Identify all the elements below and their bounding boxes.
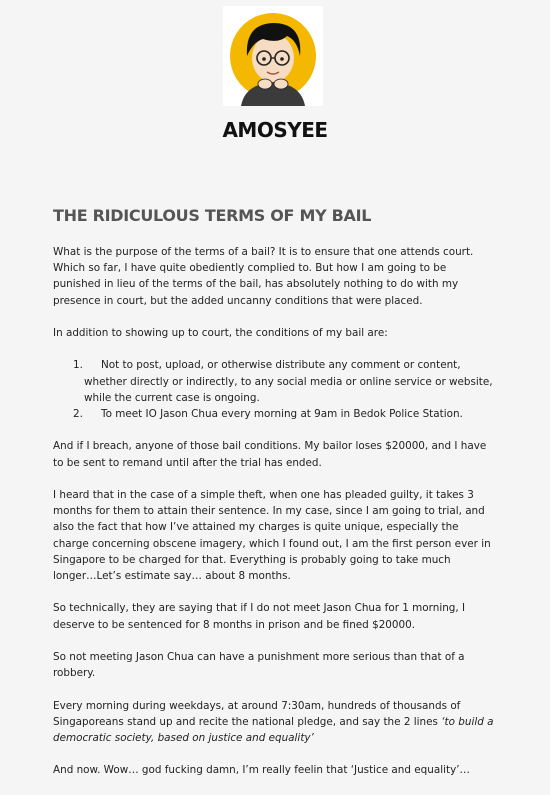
post-paragraph: What is the purpose of the terms of a bail? It is to ensure that one attends court. Which so far, I have quite obediently complied to. But how I am going to be punished in lieu of the terms of the bail, has absolutely nothing to do with my presence in court, but the added uncanny conditions that were placed.	[53, 246, 474, 307]
post-paragraph: So not meeting Jason Chua can have a punishment more serious than that of a robbery.	[53, 650, 465, 680]
blog-title[interactable]: AMOSYEE	[222, 118, 328, 142]
bail-conditions-list	[53, 357, 497, 422]
list-item-text: Not to post, upload, or otherwise distribute any comment or content, whether directly or indirectly, to any social media or online service or website, while the current case is ongoing.	[84, 359, 493, 404]
post-paragraph: In addition to showing up to court, the conditions of my bail are:	[53, 327, 388, 339]
post-title[interactable]: THE RIDICULOUS TERMS OF MY BAIL	[53, 206, 372, 225]
list-item	[73, 406, 497, 422]
list-item	[73, 357, 497, 406]
list-item-number: 2.	[73, 408, 83, 420]
post-paragraph-pledge	[53, 698, 497, 747]
post-paragraph: I heard that in the case of a simple theft, when one has pleaded guilty, it takes 3 months for them to attain their sentence. In my case, since I am going to trial, and also the fact that how I’ve attained my charges is quite unique, especially the charge concerning obscene imagery, which I found out, I am the first person ever in Singapore to be charged for that. Everything is probably going to take much longer…Let’s estimate say… about 8 months.	[53, 488, 491, 582]
post-paragraph: So technically, they are saying that if I do not meet Jason Chua for 1 morning, I deserve to be sentenced for 8 months in prison and be fined $20000.	[53, 602, 466, 631]
pledge-quote: ‘to build a democratic society, based on justice and equality’	[53, 715, 494, 744]
post-paragraph: And if I breach, anyone of those bail conditions. My bailor loses $20000, and I have to be sent to remand until after the trial has ended.	[53, 440, 487, 469]
avatar[interactable]	[223, 6, 323, 106]
post-content	[53, 244, 497, 795]
list-item-text: To meet IO Jason Chua every morning at 9am in Bedok Police Station.	[101, 408, 463, 420]
list-item-number: 1.	[73, 359, 83, 372]
pledge-text: Every morning during weekdays, at around 7:30am, hundreds of thousands of Singaporeans stand up and recite the national pledge, and say the 2 lines	[53, 699, 461, 728]
post-paragraph-closing: And now. Wow… god fucking damn, I’m really feelin that ‘Justice and equality’…	[53, 764, 470, 777]
cartoon-avatar-icon	[223, 6, 323, 106]
